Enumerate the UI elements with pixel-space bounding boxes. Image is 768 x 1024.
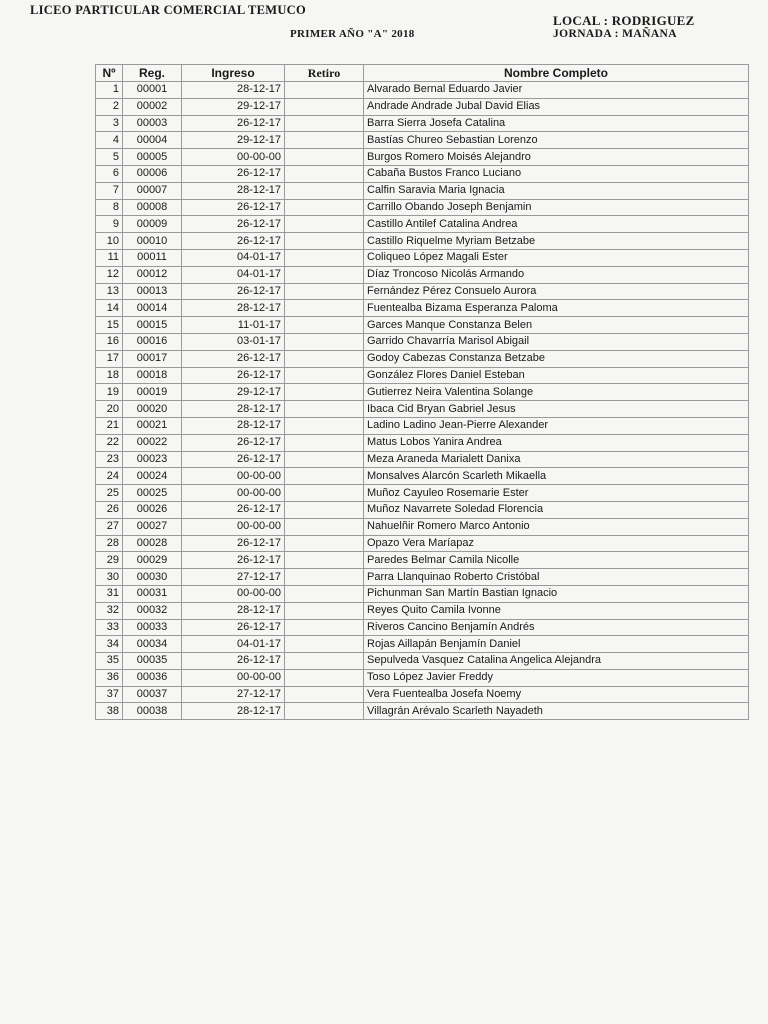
row-number: 7 xyxy=(96,182,123,199)
student-name: Riveros Cancino Benjamín Andrés xyxy=(364,619,749,636)
withdrawal-date xyxy=(285,149,364,166)
column-header-ingreso: Ingreso xyxy=(182,65,285,82)
table-row xyxy=(96,552,749,569)
entry-date: 04-01-17 xyxy=(182,636,285,653)
registration-code: 00017 xyxy=(123,350,182,367)
entry-date: 00-00-00 xyxy=(182,518,285,535)
withdrawal-date xyxy=(285,350,364,367)
student-name: Castillo Riquelme Myriam Betzabe xyxy=(364,233,749,250)
table-row xyxy=(96,669,749,686)
withdrawal-date xyxy=(285,552,364,569)
row-number: 9 xyxy=(96,216,123,233)
row-number: 10 xyxy=(96,233,123,250)
table-row xyxy=(96,401,749,418)
entry-date: 00-00-00 xyxy=(182,669,285,686)
withdrawal-date xyxy=(285,485,364,502)
row-number: 6 xyxy=(96,165,123,182)
row-number: 36 xyxy=(96,669,123,686)
registration-code: 00038 xyxy=(123,703,182,720)
student-name: Castillo Antilef Catalina Andrea xyxy=(364,216,749,233)
withdrawal-date xyxy=(285,636,364,653)
row-number: 34 xyxy=(96,636,123,653)
table-row xyxy=(96,249,749,266)
table-row xyxy=(96,501,749,518)
row-number: 32 xyxy=(96,602,123,619)
table-row xyxy=(96,417,749,434)
table-row xyxy=(96,602,749,619)
table-row xyxy=(96,518,749,535)
entry-date: 26-12-17 xyxy=(182,233,285,250)
withdrawal-date xyxy=(285,300,364,317)
registration-code: 00001 xyxy=(123,82,182,99)
table-row xyxy=(96,350,749,367)
registration-code: 00022 xyxy=(123,434,182,451)
registration-code: 00011 xyxy=(123,249,182,266)
entry-date: 28-12-17 xyxy=(182,300,285,317)
table-row xyxy=(96,300,749,317)
entry-date: 26-12-17 xyxy=(182,216,285,233)
table-row xyxy=(96,703,749,720)
row-number: 35 xyxy=(96,653,123,670)
row-number: 4 xyxy=(96,132,123,149)
entry-date: 26-12-17 xyxy=(182,552,285,569)
student-name: Muñoz Navarrete Soledad Florencia xyxy=(364,501,749,518)
entry-date: 00-00-00 xyxy=(182,149,285,166)
student-name: Fuentealba Bizama Esperanza Paloma xyxy=(364,300,749,317)
student-name: Gutierrez Neira Valentina Solange xyxy=(364,384,749,401)
student-name: Barra Sierra Josefa Catalina xyxy=(364,115,749,132)
registration-code: 00031 xyxy=(123,585,182,602)
row-number: 17 xyxy=(96,350,123,367)
table-row xyxy=(96,434,749,451)
entry-date: 26-12-17 xyxy=(182,653,285,670)
withdrawal-date xyxy=(285,686,364,703)
registration-code: 00026 xyxy=(123,501,182,518)
student-name: Vera Fuentealba Josefa Noemy xyxy=(364,686,749,703)
withdrawal-date xyxy=(285,367,364,384)
table-row xyxy=(96,82,749,99)
registration-code: 00006 xyxy=(123,165,182,182)
withdrawal-date xyxy=(285,233,364,250)
table-row xyxy=(96,619,749,636)
student-name: Godoy Cabezas Constanza Betzabe xyxy=(364,350,749,367)
student-name: Andrade Andrade Jubal David Elias xyxy=(364,98,749,115)
registration-code: 00013 xyxy=(123,283,182,300)
registration-code: 00035 xyxy=(123,653,182,670)
entry-date: 26-12-17 xyxy=(182,115,285,132)
withdrawal-date xyxy=(285,82,364,99)
entry-date: 00-00-00 xyxy=(182,485,285,502)
table-row xyxy=(96,333,749,350)
entry-date: 26-12-17 xyxy=(182,434,285,451)
student-roster-table xyxy=(95,64,749,720)
table-row xyxy=(96,115,749,132)
row-number: 26 xyxy=(96,501,123,518)
withdrawal-date xyxy=(285,401,364,418)
registration-code: 00019 xyxy=(123,384,182,401)
table-row xyxy=(96,199,749,216)
withdrawal-date xyxy=(285,98,364,115)
table-row xyxy=(96,367,749,384)
withdrawal-date xyxy=(285,249,364,266)
withdrawal-date xyxy=(285,283,364,300)
entry-date: 11-01-17 xyxy=(182,317,285,334)
table-row xyxy=(96,149,749,166)
withdrawal-date xyxy=(285,703,364,720)
registration-code: 00007 xyxy=(123,182,182,199)
registration-code: 00009 xyxy=(123,216,182,233)
student-name: Villagrán Arévalo Scarleth Nayadeth xyxy=(364,703,749,720)
table-row xyxy=(96,569,749,586)
column-header-num: Nº xyxy=(96,65,123,82)
student-name: Garces Manque Constanza Belen xyxy=(364,317,749,334)
entry-date: 28-12-17 xyxy=(182,182,285,199)
withdrawal-date xyxy=(285,501,364,518)
entry-date: 26-12-17 xyxy=(182,535,285,552)
row-number: 20 xyxy=(96,401,123,418)
registration-code: 00024 xyxy=(123,468,182,485)
registration-code: 00018 xyxy=(123,367,182,384)
table-header-row xyxy=(96,65,749,82)
registration-code: 00030 xyxy=(123,569,182,586)
row-number: 8 xyxy=(96,199,123,216)
row-number: 2 xyxy=(96,98,123,115)
registration-code: 00020 xyxy=(123,401,182,418)
registration-code: 00029 xyxy=(123,552,182,569)
row-number: 27 xyxy=(96,518,123,535)
entry-date: 29-12-17 xyxy=(182,132,285,149)
student-name: Calfin Saravia Maria Ignacia xyxy=(364,182,749,199)
entry-date: 28-12-17 xyxy=(182,417,285,434)
registration-code: 00012 xyxy=(123,266,182,283)
entry-date: 00-00-00 xyxy=(182,585,285,602)
table-row xyxy=(96,384,749,401)
row-number: 22 xyxy=(96,434,123,451)
registration-code: 00015 xyxy=(123,317,182,334)
entry-date: 03-01-17 xyxy=(182,333,285,350)
registration-code: 00003 xyxy=(123,115,182,132)
table-row xyxy=(96,451,749,468)
row-number: 18 xyxy=(96,367,123,384)
student-name: Ibaca Cid Bryan Gabriel Jesus xyxy=(364,401,749,418)
row-number: 3 xyxy=(96,115,123,132)
withdrawal-date xyxy=(285,132,364,149)
local-label: LOCAL : RODRIGUEZ xyxy=(553,13,695,28)
column-header-reg: Reg. xyxy=(123,65,182,82)
table-row xyxy=(96,585,749,602)
registration-code: 00004 xyxy=(123,132,182,149)
student-name: Matus Lobos Yanira Andrea xyxy=(364,434,749,451)
table-row xyxy=(96,132,749,149)
entry-date: 00-00-00 xyxy=(182,468,285,485)
withdrawal-date xyxy=(285,518,364,535)
table-row xyxy=(96,283,749,300)
registration-code: 00025 xyxy=(123,485,182,502)
student-name: Paredes Belmar Camila Nicolle xyxy=(364,552,749,569)
row-number: 15 xyxy=(96,317,123,334)
registration-code: 00016 xyxy=(123,333,182,350)
table-row xyxy=(96,266,749,283)
row-number: 1 xyxy=(96,82,123,99)
row-number: 30 xyxy=(96,569,123,586)
row-number: 37 xyxy=(96,686,123,703)
entry-date: 27-12-17 xyxy=(182,686,285,703)
course-title: PRIMER AÑO "A" 2018 xyxy=(290,28,415,40)
table-row xyxy=(96,485,749,502)
student-name: Nahuelñir Romero Marco Antonio xyxy=(364,518,749,535)
entry-date: 26-12-17 xyxy=(182,619,285,636)
table-row xyxy=(96,182,749,199)
withdrawal-date xyxy=(285,434,364,451)
withdrawal-date xyxy=(285,333,364,350)
table-row xyxy=(96,653,749,670)
student-name: Sepulveda Vasquez Catalina Angelica Alejandra xyxy=(364,653,749,670)
student-name: Rojas Aillapán Benjamín Daniel xyxy=(364,636,749,653)
registration-code: 00028 xyxy=(123,535,182,552)
entry-date: 29-12-17 xyxy=(182,98,285,115)
entry-date: 26-12-17 xyxy=(182,451,285,468)
registration-code: 00033 xyxy=(123,619,182,636)
withdrawal-date xyxy=(285,199,364,216)
student-name: Bastías Chureo Sebastian Lorenzo xyxy=(364,132,749,149)
table-row xyxy=(96,317,749,334)
row-number: 16 xyxy=(96,333,123,350)
row-number: 5 xyxy=(96,149,123,166)
table-row xyxy=(96,98,749,115)
school-name: LICEO PARTICULAR COMERCIAL TEMUCO xyxy=(30,3,307,17)
withdrawal-date xyxy=(285,535,364,552)
entry-date: 28-12-17 xyxy=(182,703,285,720)
student-name: Coliqueo López Magali Ester xyxy=(364,249,749,266)
registration-code: 00008 xyxy=(123,199,182,216)
student-name: Reyes Quito Camila Ivonne xyxy=(364,602,749,619)
row-number: 38 xyxy=(96,703,123,720)
row-number: 11 xyxy=(96,249,123,266)
entry-date: 26-12-17 xyxy=(182,199,285,216)
student-name: Garrido Chavarría Marisol Abigail xyxy=(364,333,749,350)
row-number: 33 xyxy=(96,619,123,636)
registration-code: 00036 xyxy=(123,669,182,686)
registration-code: 00005 xyxy=(123,149,182,166)
row-number: 29 xyxy=(96,552,123,569)
registration-code: 00010 xyxy=(123,233,182,250)
registration-code: 00034 xyxy=(123,636,182,653)
student-name: Cabaña Bustos Franco Luciano xyxy=(364,165,749,182)
entry-date: 26-12-17 xyxy=(182,350,285,367)
row-number: 23 xyxy=(96,451,123,468)
withdrawal-date xyxy=(285,115,364,132)
student-name: Opazo Vera Maríapaz xyxy=(364,535,749,552)
row-number: 31 xyxy=(96,585,123,602)
withdrawal-date xyxy=(285,216,364,233)
table-row xyxy=(96,535,749,552)
column-header-retiro: Retiro xyxy=(285,65,364,82)
roster-body xyxy=(96,82,749,720)
entry-date: 26-12-17 xyxy=(182,165,285,182)
student-name: Burgos Romero Moisés Alejandro xyxy=(364,149,749,166)
entry-date: 26-12-17 xyxy=(182,367,285,384)
row-number: 28 xyxy=(96,535,123,552)
student-name: Muñoz Cayuleo Rosemarie Ester xyxy=(364,485,749,502)
student-name: Ladino Ladino Jean-Pierre Alexander xyxy=(364,417,749,434)
entry-date: 27-12-17 xyxy=(182,569,285,586)
row-number: 25 xyxy=(96,485,123,502)
withdrawal-date xyxy=(285,585,364,602)
jornada-label: JORNADA : MAÑANA xyxy=(553,28,677,40)
withdrawal-date xyxy=(285,669,364,686)
withdrawal-date xyxy=(285,468,364,485)
registration-code: 00027 xyxy=(123,518,182,535)
entry-date: 28-12-17 xyxy=(182,401,285,418)
registration-code: 00023 xyxy=(123,451,182,468)
row-number: 21 xyxy=(96,417,123,434)
entry-date: 04-01-17 xyxy=(182,266,285,283)
column-header-nombre: Nombre Completo xyxy=(364,65,749,82)
entry-date: 26-12-17 xyxy=(182,501,285,518)
student-name: Meza Araneda Marialett Danixa xyxy=(364,451,749,468)
withdrawal-date xyxy=(285,165,364,182)
entry-date: 04-01-17 xyxy=(182,249,285,266)
withdrawal-date xyxy=(285,569,364,586)
withdrawal-date xyxy=(285,417,364,434)
table-row xyxy=(96,233,749,250)
withdrawal-date xyxy=(285,182,364,199)
student-name: Fernández Pérez Consuelo Aurora xyxy=(364,283,749,300)
student-name: Alvarado Bernal Eduardo Javier xyxy=(364,82,749,99)
entry-date: 28-12-17 xyxy=(182,82,285,99)
withdrawal-date xyxy=(285,266,364,283)
registration-code: 00014 xyxy=(123,300,182,317)
registration-code: 00021 xyxy=(123,417,182,434)
table-row xyxy=(96,686,749,703)
withdrawal-date xyxy=(285,384,364,401)
registration-code: 00037 xyxy=(123,686,182,703)
row-number: 13 xyxy=(96,283,123,300)
row-number: 24 xyxy=(96,468,123,485)
student-name: Díaz Troncoso Nicolás Armando xyxy=(364,266,749,283)
withdrawal-date xyxy=(285,317,364,334)
withdrawal-date xyxy=(285,602,364,619)
withdrawal-date xyxy=(285,619,364,636)
registration-code: 00002 xyxy=(123,98,182,115)
entry-date: 28-12-17 xyxy=(182,602,285,619)
row-number: 12 xyxy=(96,266,123,283)
student-name: Parra Llanquinao Roberto Cristóbal xyxy=(364,569,749,586)
row-number: 19 xyxy=(96,384,123,401)
table-row xyxy=(96,636,749,653)
student-name: Toso López Javier Freddy xyxy=(364,669,749,686)
table-row xyxy=(96,468,749,485)
student-name: Monsalves Alarcón Scarleth Mikaella xyxy=(364,468,749,485)
registration-code: 00032 xyxy=(123,602,182,619)
entry-date: 29-12-17 xyxy=(182,384,285,401)
row-number: 14 xyxy=(96,300,123,317)
withdrawal-date xyxy=(285,451,364,468)
table-row xyxy=(96,216,749,233)
student-name: Pichunman San Martín Bastian Ignacio xyxy=(364,585,749,602)
entry-date: 26-12-17 xyxy=(182,283,285,300)
table-row xyxy=(96,165,749,182)
student-name: González Flores Daniel Esteban xyxy=(364,367,749,384)
student-name: Carrillo Obando Joseph Benjamin xyxy=(364,199,749,216)
withdrawal-date xyxy=(285,653,364,670)
